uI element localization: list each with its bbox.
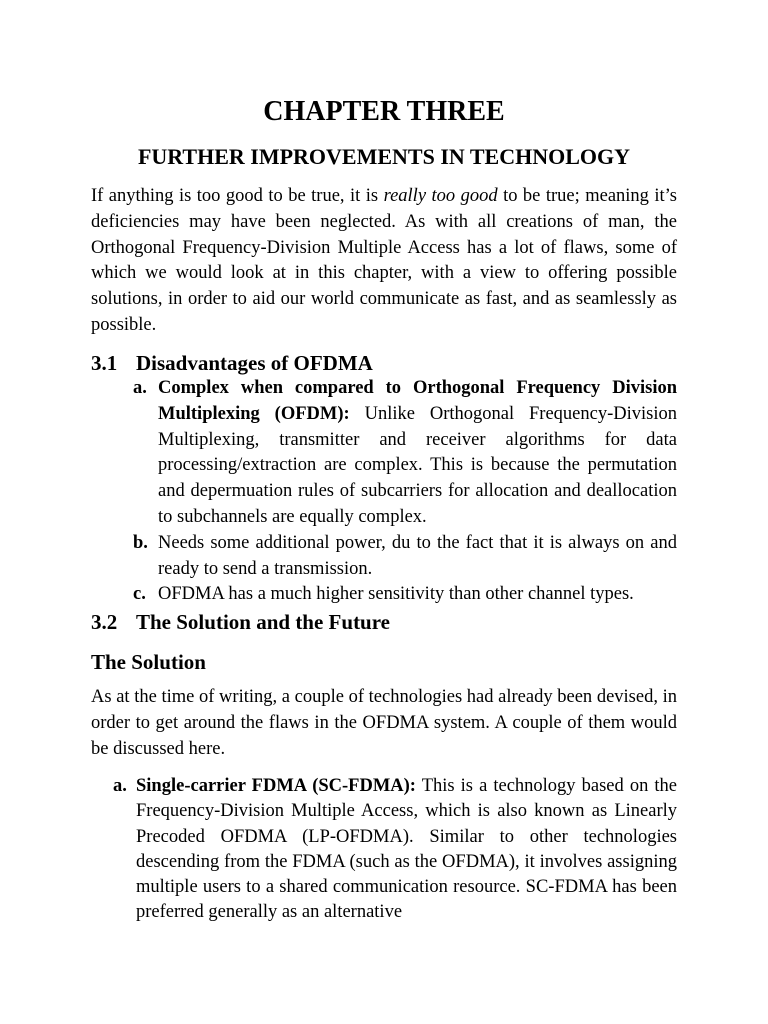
list-item-lead: Complex when compared to Orthogonal Frequency Division Multiplexing (OFDM):	[158, 378, 677, 424]
list-item-text: OFDMA has a much higher sensitivity than other channel types.	[158, 584, 634, 605]
section-number: 3.2	[91, 610, 118, 634]
section-heading-3-1	[91, 349, 373, 377]
list-item	[91, 376, 677, 531]
list-item	[91, 582, 677, 608]
solution-heading: The Solution	[91, 650, 206, 674]
intro-paragraph	[91, 184, 677, 339]
intro-text-1: If anything is too good to be true, it is	[91, 186, 384, 206]
list-item-text: This is a technology based on the Frequency-Division Multiple Access, which is also known as Linearly Precoded OFDMA (LP-OFDMA). Similar to other technologies descending from the FDMA (such as the OFDMA), it involves assigning multiple users to a shared communication resource. SC-FDMA has been preferred generally as an alternative	[136, 776, 677, 923]
disadvantages-list	[91, 376, 677, 608]
list-marker: c.	[133, 584, 146, 605]
solutions-list	[91, 774, 677, 926]
chapter-subtitle: FURTHER IMPROVEMENTS IN TECHNOLOGY	[137, 144, 631, 169]
list-item	[91, 774, 677, 926]
list-item-lead: Single-carrier FDMA (SC-FDMA):	[136, 776, 416, 796]
list-marker: a.	[113, 776, 127, 796]
section-heading-3-2	[91, 608, 390, 636]
chapter-title: CHAPTER THREE	[263, 96, 505, 127]
section-title: Disadvantages of OFDMA	[136, 351, 373, 375]
intro-text-2: to be true; meaning it’s deficiencies may have been neglected. As with all creations of man, the Orthogonal Frequency-Division Multiple Access has a lot of flaws, some of which we would look at in this chapter, with a view to offering possible solutions, in order to aid our world communicate as fast, and as seamlessly as possible.	[91, 186, 678, 335]
list-item-text: Needs some additional power, du to the fact that it is always on and ready to send a transmission.	[158, 532, 677, 579]
list-item-text: Unlike Orthogonal Frequency-Division Multiplexing, transmitter and receiver algorithms for data processing/extraction are complex. This is because the permutation and depermuation rules of subcarriers for allocation and deallocation to subchannels are equally complex.	[158, 403, 677, 527]
list-marker: a.	[133, 378, 147, 398]
list-item	[91, 531, 677, 583]
section-title: The Solution and the Future	[136, 610, 390, 634]
section-number: 3.1	[91, 351, 118, 375]
list-marker: b.	[133, 532, 148, 553]
intro-emphasis: really too good	[383, 186, 498, 206]
solution-paragraph: As at the time of writing, a couple of technologies had already been devised, in order to get around the flaws in the OFDMA system. A couple of them would be discussed here.	[91, 687, 677, 759]
